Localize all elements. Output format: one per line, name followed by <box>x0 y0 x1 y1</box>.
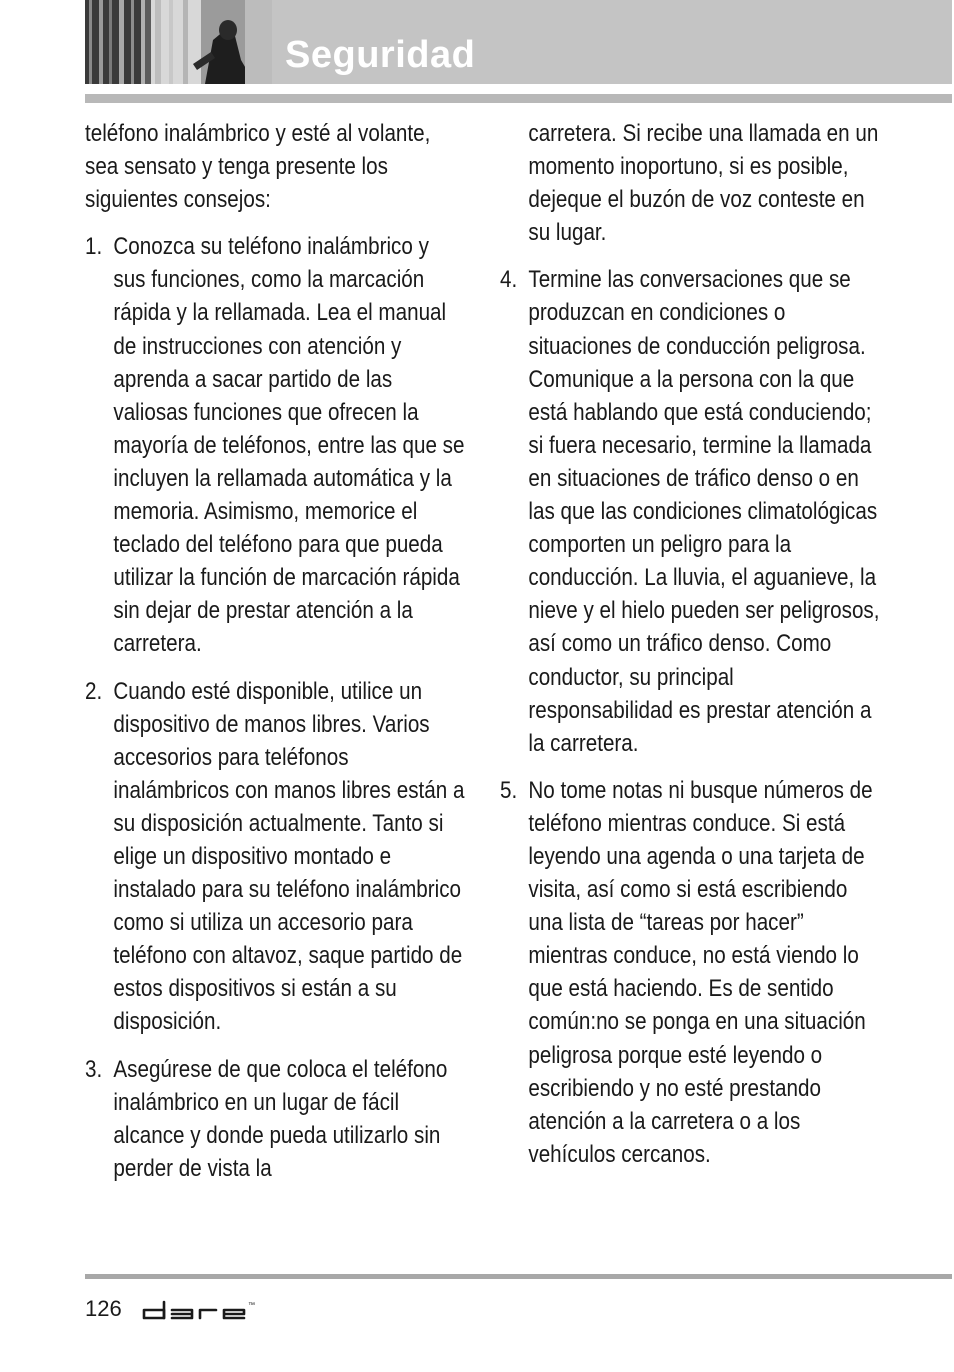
right-column <box>500 117 880 1171</box>
list-item-number: 4. <box>500 266 518 294</box>
dare-logo <box>142 1298 260 1322</box>
page-number: 126 <box>85 1296 122 1321</box>
intro-paragraph: teléfono inalámbrico y esté al volante, sea sensato y tenga presente los siguientes consejos: <box>85 120 431 214</box>
list-item-number: 2. <box>85 677 103 705</box>
right-numbered-list <box>500 263 880 1171</box>
page-title: Seguridad <box>285 34 476 76</box>
list-item-number: 3. <box>85 1055 103 1083</box>
list-item <box>500 774 880 1171</box>
list-item-text: Asegúrese de que coloca el teléfono inalámbrico en un lugar de fácil alcance y donde pueda utilizarlo sin perder de vista la <box>113 1055 448 1182</box>
continuation-paragraph: carretera. Si recibe una llamada en un momento inoportuno, si es posible, dejeque el buzón de voz conteste en su lugar. <box>528 120 879 247</box>
list-item <box>500 263 880 759</box>
header-photo <box>85 0 272 84</box>
trademark-mark: ™ <box>248 1302 255 1309</box>
list-item-number: 1. <box>85 233 103 261</box>
list-item-text: Termine las conversaciones que se produzcan en condiciones o situaciones de conducción peligrosa. Comunique a la persona con la que está hablando que está conduciendo; si fuera necesario, termine la llamada en situaciones de tráfico denso o en las que las condiciones climatológicas comporten un peligro para la conducción. La lluvia, el aguanieve, la nieve y el hielo pueden ser peligrosos, así como un tráfico denso. Como conductor, su principal responsabilidad es prestar atención a la carretera. <box>528 266 880 757</box>
list-item-text: No tome notas ni busque números de teléfono mientras conduce. Si está leyendo una agenda o una tarjeta de visita, así como si está escribiendo una lista de “tareas por hacer” mientras conduce, no está viendo lo que está haciendo. Es de sentido común:no se ponga en una situación peligrosa porque esté leyendo o escribiendo y no esté prestando atención a la carretera o a los vehículos cercanos. <box>528 776 873 1168</box>
footer-divider <box>85 1274 952 1279</box>
list-item-text: Cuando esté disponible, utilice un dispositivo de manos libres. Varios accesorios para teléfonos inalámbricos con manos libres están a su disposición actualmente. Tanto si elige un dispositivo montado e instalado para su teléfono inalámbrico como si utiliza un accesorio para teléfono con altavoz, saque partido de estos dispositivos si están a su disposición. <box>113 677 465 1036</box>
list-item-text: Conozca su teléfono inalámbrico y sus funciones, como la marcación rápida y la rellamada. Lea el manual de instrucciones con atención y aprenda a sacar partido de las valiosas funciones que ofrecen la mayoría de teléfonos, entre las que se incluyen la rellamada automática y la memoria. Asimismo, memorice el teclado del teléfono para que pueda utilizar la función de marcación rápida sin dejar de prestar atención a la carretera. <box>113 233 465 658</box>
left-column <box>85 117 465 1185</box>
list-item-number: 5. <box>500 776 518 804</box>
header-divider <box>85 94 952 103</box>
list-item <box>85 675 465 1039</box>
left-numbered-list <box>85 230 465 1185</box>
list-item <box>85 1053 465 1185</box>
list-item <box>85 230 465 660</box>
